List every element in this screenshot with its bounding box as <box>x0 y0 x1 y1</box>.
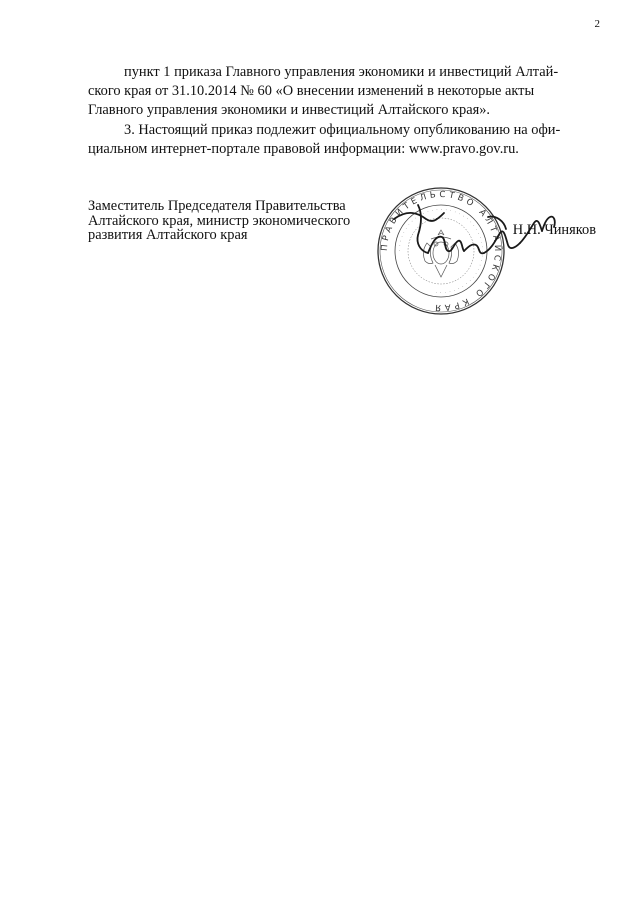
seal-text: ПРАВИТЕЛЬСТВО АЛТАЙСКОГО КРАЯ <box>379 189 503 313</box>
text-line: пункт 1 приказа Главного управления экономики и инвестиций Алтай- <box>124 64 559 80</box>
paragraph-2-end <box>88 140 596 159</box>
signer-name: Н.Н. Чиняков <box>512 222 596 238</box>
handwritten-signature <box>388 199 568 289</box>
text-line: Главного управления экономики и инвестиций Алтайского края». <box>88 102 490 119</box>
paragraph-1 <box>88 63 596 82</box>
signer-title-line: развития Алтайского края <box>88 227 248 244</box>
text-line: ского края от 31.10.2014 № 60 «О внесении изменений в некоторые акты <box>88 83 535 100</box>
text-line: 3. Настоящий приказ подлежит официальному опубликованию на офи- <box>124 121 561 138</box>
document-body <box>88 63 596 159</box>
text-line: циальном интернет-портале правовой информации: www.pravo.gov.ru. <box>88 140 519 157</box>
signer-title-line: Алтайского края, министр экономического <box>88 212 351 229</box>
paragraph-1-end <box>88 101 596 120</box>
signer-title-line: Заместитель Председателя Правительства <box>88 198 346 214</box>
page-number: 2 <box>594 18 600 30</box>
signature-block <box>88 189 596 329</box>
svg-text:· · · · · · · · · · · · · · ·: · · · · · · · · · · · · · · · · · · · · · · · · · · · · · · · · · · · · · · · · · · · · <box>397 207 485 295</box>
paragraph-2 <box>88 121 596 140</box>
paragraph-1-continued <box>88 82 596 101</box>
signer-title <box>88 199 378 243</box>
